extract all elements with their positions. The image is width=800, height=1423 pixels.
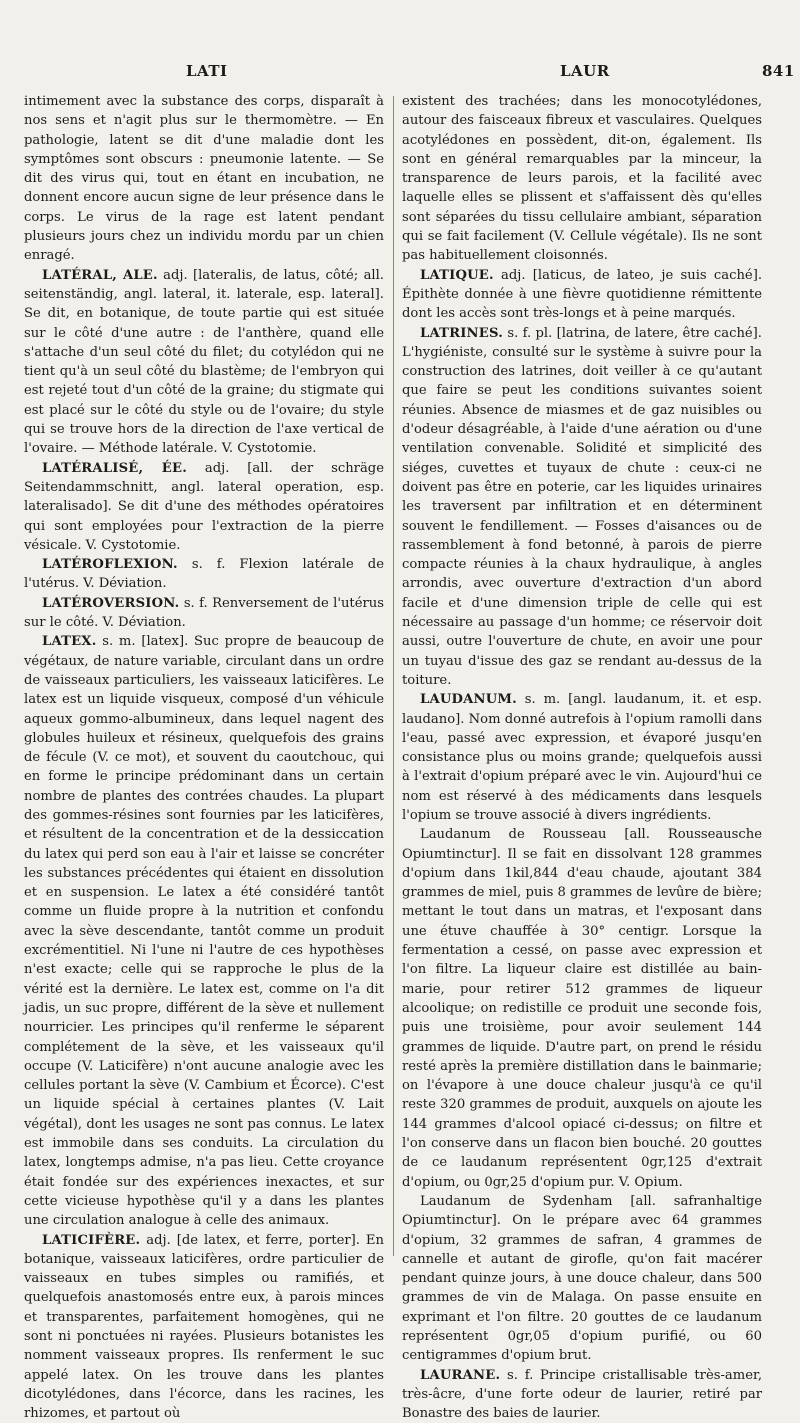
entry-headword: LATICIFÈRE. [42,1232,141,1248]
entry-text: s. f. Flexion latérale de l'utérus. V. Déviation. [24,557,384,592]
entry-headword: LATIQUE. [420,267,494,283]
dictionary-entry [24,632,384,1230]
entry-text: s. m. [latex]. Suc propre de beaucoup de végétaux, de nature variable, circulant dans un ordre de vaisseaux particuliers, les vaisseaux laticifères. Le latex est un liquide visqueux, composé d'un véhicule aqueux gommo-albumineux, dans lequel nagent des globules huileux et résineux, quelquefois des grains de fécule (V. ce mot), et souvent du caoutchouc, qui en forme le principe prédominant dans un certain nombre de plantes des contrées chaudes. La plupart des gommes-résines sont fournies par les laticifères, et résultent de la concentration et de la dessiccation du latex qui perd son eau à l'air et laisse se concréter les substances précédentes qui étaient en dissolution et en suspension. Le latex a été considéré tantôt comme un fluide propre à la nutrition et confondu avec la sève descendante, tantôt comme un produit excrémentitiel. Ni l'une ni l'autre de ces hypothèses n'est exacte; celle qui se rapproche le plus de la vérité est la dernière. Le latex est, comme on l'a dit jadis, un suc propre, différent de la sève et nullement nourricier. Les principes qu'il renferme le séparent complétement de la sève, et les vaisseaux qu'il occupe (V. Laticifère) n'ont aucune analogie avec les cellules portant la sève (V. Cambium et Écorce). C'est un liquide spécial à certaines plantes (V. Lait végétal), dont les usages ne sont pas connus. Le latex est immobile dans ses conduits. La circulation du latex, longtemps admise, n'a pas lieu. Cette croyance était fondée sur des expériences inexactes, et sur cette vicieuse hypothèse qu'il y a dans les plantes une circulation analogue à celle des animaux. [24,634,384,1229]
dictionary-entry [24,594,384,633]
dictionary-entry [402,266,762,324]
entry-headword: LATÉROFLEXION. [42,557,178,573]
entry-text: adj. [all. der schräge Seitendammschnitt, angl. lateral operation, esp. lateralisado]. Se dit d'une des méthodes opératoires qui sont employées pour l'extraction de la pierre vésicale. V. Cystotomie. [24,460,384,553]
header-right-word: LAUR [560,62,610,80]
paragraph [402,825,762,1192]
column-divider [393,96,394,1256]
entry-headword: LATÉROVERSION. [42,595,180,611]
dictionary-entry [24,266,384,459]
dictionary-entry [402,324,762,691]
right-column [402,92,762,1423]
paragraph-text: existent des trachées; dans les monocotylédones, autour des faisceaux fibreux et vasculaires. Quelques acotylédones en possèdent, dit-on, également. Ils sont en général remarquables par la minceur, la transparence de leurs parois, et la facilité avec laquelle elles se plissent et s'affaissent dès qu'elles sont séparées du tissu cellulaire ambiant, séparation qui se fait facilement (V. Cellule végétale). Ils ne sont pas habituellement cloisonnés. [402,94,762,264]
entry-text: s. f. Principe cristallisable très-amer, très-âcre, d'une forte odeur de laurier, retiré par Bonastre des baies de laurier. [402,1367,762,1422]
dictionary-entry [24,1231,384,1423]
entry-text: s. f. pl. [latrina, de latere, être caché]. L'hygiéniste, consulté sur le système à suivre pour la construction des latrines, doit veiller à ce qu'autant que faire se peut les conditions suivantes soient réunies. Absence de miasmes et de gaz nuisibles ou d'odeur désagréable, à l'aide d'une aération ou d'une ventilation convenable. Solidité et simplicité des siéges, cuvettes et tuyaux de chute : ceux-ci ne doivent pas être en poterie, car les liquides urinaires les traversent par infiltration et en déterminent souvent le fendillement. — Fosses d'aisances ou de rassemblement à fond betonné, à parois de pierre compacte réunies à la chaux hydraulique, à angles arrondis, avec ouverture d'extraction d'un abord facile et d'une dimension triple de celle qui est nécessaire au passage d'un homme; ce réservoir doit aussi, outre l'ouverture de chute, en avoir une pour un tuyau d'issue des gaz se rendant au-dessus de la toiture. [402,325,762,688]
dictionary-entry [24,555,384,594]
entry-text: adj. [laticus, de lateo, je suis caché]. Épithète donnée à une fièvre quotidienne rémittente dont les accès sont très-longs et à peine marqués. [402,267,763,322]
entry-headword: LATEX. [42,634,97,650]
entry-headword: LATÉRAL, ALE. [42,267,158,283]
dictionary-entry [24,459,384,555]
paragraph [24,92,384,266]
entry-text: s. f. Renversement de l'utérus sur le côté. V. Déviation. [24,595,384,631]
dictionary-entry [402,690,762,825]
entry-headword: LATRINES. [420,325,503,341]
paragraph [402,1192,762,1366]
left-column [24,92,384,1423]
entry-text: s. m. [angl. laudanum, it. et esp. laudano]. Nom donné autrefois à l'opium ramolli dans l'eau, passé avec expression, et évaporé jusqu'en consistance plus ou moins grande; quelquefois aussi à l'extrait d'opium préparé avec le vin. Aujourd'hui ce nom est réservé à des médicaments dans lesquels l'opium se trouve associé à divers ingrédients. [402,692,762,823]
dictionary-entry [402,1366,762,1423]
paragraph-text: intimement avec la substance des corps, disparaît à nos sens et n'agit plus sur le thermomètre. — En pathologie, latent se dit d'une maladie dont les symptômes sont obscurs : pneumonie latente. — Se dit des virus qui, tout en étant en incubation, ne donnent encore aucun signe de leur présence dans le corps. Le virus de la rage est latent pendant plusieurs jours chez un individu mordu par un chien enragé. [24,94,384,264]
entry-headword: LATÉRALISÉ, ÉE. [42,460,187,476]
running-header [0,62,800,84]
header-left-word: LATI [186,62,228,80]
entry-headword: LAURANE. [420,1367,501,1383]
entry-text: adj. [de latex, et ferre, porter]. En botanique, vaisseaux laticifères, ordre particulier de vaisseaux en tubes simples ou ramifiés, et quelquefois anastomosés entre eux, à parois minces et transparentes, parfaitement homogènes, qui ne sont ni ponctuées ni rayées. Plusieurs botanistes les nomment vaisseaux propres. Ils renferment le suc appelé latex. On les trouve dans les plantes dicotylédones, dans l'écorce, dans les racines, les rhizomes, et partout où [24,1232,384,1422]
paragraph-text: Laudanum de Rousseau [all. Rousseausche Opiumtinctur]. Il se fait en dissolvant 128 grammes d'opium dans 1kil,844 d'eau chaude, ajoutant 384 grammes de miel, puis 8 grammes de levûre de bière; mettant le tout dans un matras, et l'exposant dans une étuve chauffée à 30° centigr. Lorsque la fermentation a cessé, on passe avec expression et l'on filtre. La liqueur claire est distillée au bain-marie, pour retirer 512 grammes de liqueur alcoolique; on redistille ce produit une seconde fois, puis une troisième, pour avoir seulement 144 grammes de liquide. D'autre part, on prend le résidu resté après la première distillation dans le bainmarie; on l'évapore à une douce chaleur jusqu'à ce qu'il reste 320 grammes de produit, auxquels on ajoute les 144 grammes d'alcool opiacé ci-dessus; on filtre et l'on conserve dans un flacon bien bouché. 20 gouttes de ce laudanum représentent 0gr,125 d'extrait d'opium, ou 0gr,25 d'opium pur. V. Opium. [402,827,762,1190]
entry-text: adj. [lateralis, de latus, côté; all. seitenständig, angl. lateral, it. laterale, esp. lateral]. Se dit, en botanique, de toute partie qui est située sur le côté d'une autre : de l'anthère, quand elle s'attache d'un seul côté du filet; du cotylédon qui ne tient qu'à un seul côté du blastème; de l'embryon qui est rejeté tout d'un côté de la graine; du stigmate qui est placé sur le côté du style ou de l'ovaire; du style qui se trouve hors de la direction de l'axe vertical de l'ovaire. — Méthode latérale. V. Cystotomie. [24,267,384,457]
entry-headword: LAUDANUM. [420,692,517,708]
paragraph-text: Laudanum de Sydenham [all. safranhaltige Opiumtinctur]. On le prépare avec 64 grammes d'opium, 32 grammes de safran, 4 grammes de cannelle et autant de girofle, qu'on fait macérer pendant quinze jours, à une douce chaleur, dans 500 grammes de vin de Malaga. On passe ensuite en exprimant et l'on filtre. 20 gouttes de ce laudanum représentent 0gr,05 d'opium purifié, ou 60 centigrammes d'opium brut. [402,1193,762,1364]
page-number: 841 [762,62,795,80]
paragraph [402,92,762,266]
